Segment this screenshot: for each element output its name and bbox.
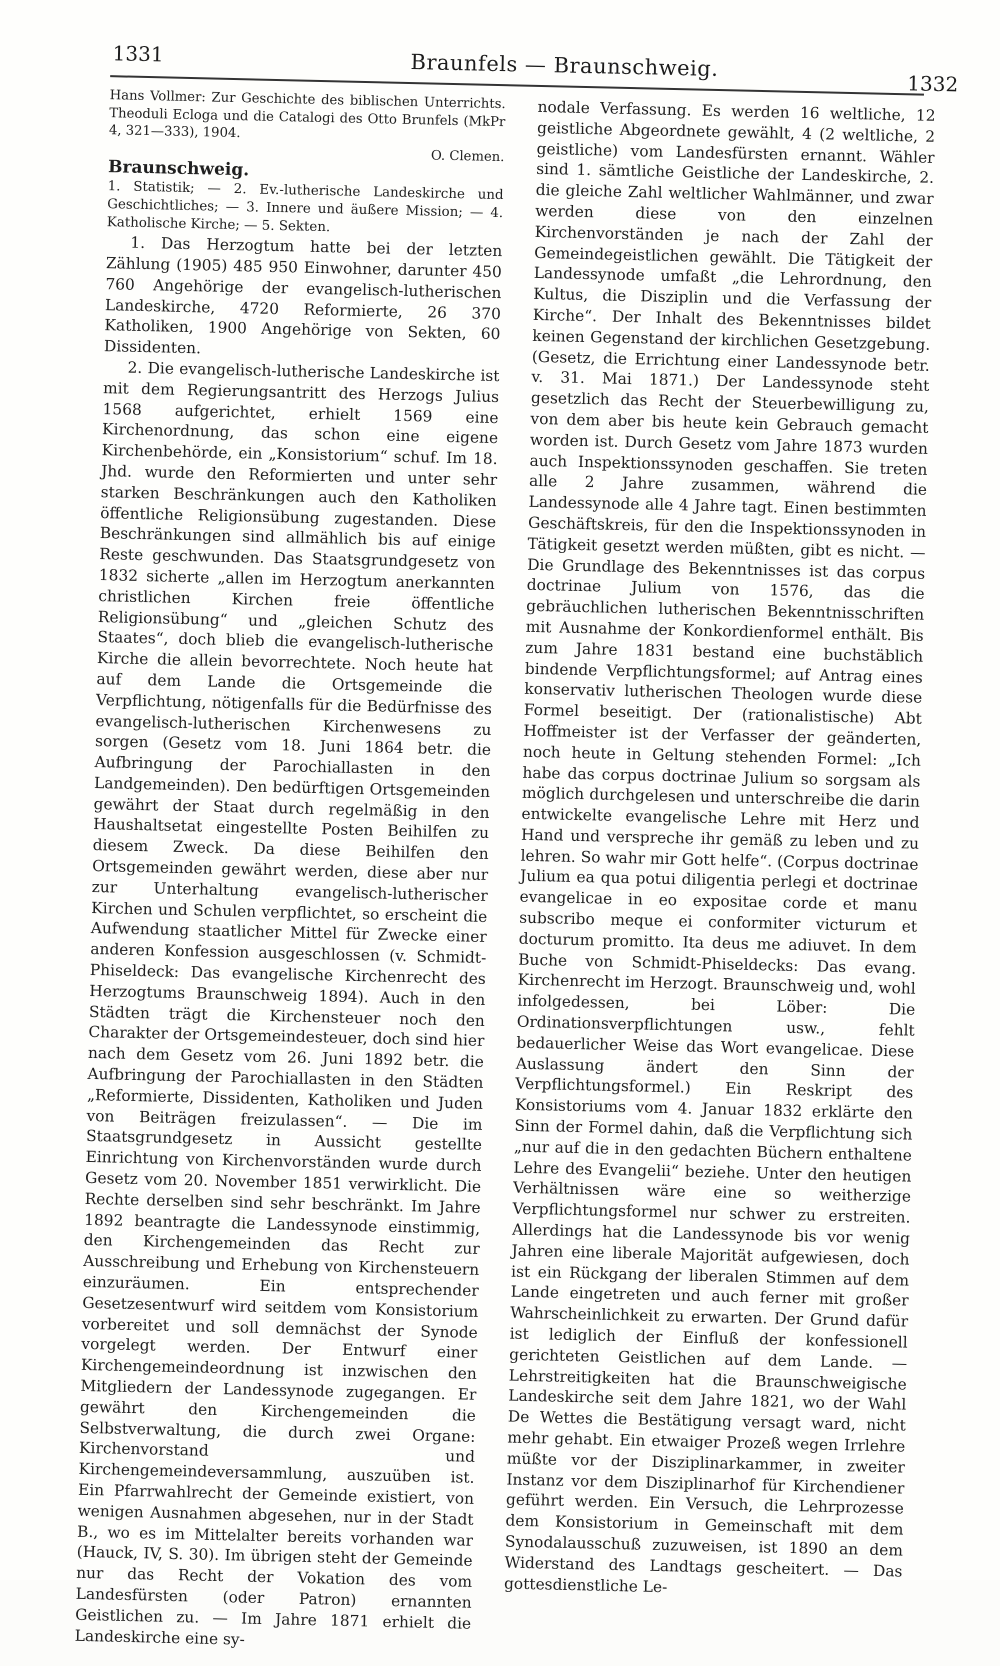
author-signature: O. Clemen. [430, 148, 505, 165]
right-column [504, 97, 936, 1603]
paragraph-statistics: 1. Das Herzogtum hatte bei der letzten Zählung (1905) 485 950 Einwohner, darunter 450 760 Angehörige der evangelisch-lutherischen Landeskirche, 4720 Reformierte, 26 370 Katholiken, 1900 Angehörige von Sekten, 60 Dissidenten. [103, 233, 503, 358]
running-title: Braunfels — Braunschweig. [410, 49, 719, 81]
bibliography-entry: Hans Vollmer: Zur Geschichte des biblischen Unterrichts. Theoduli Ecloga und die Catalogi des Otto Brunfels (MkPr 4, 321—333), 1904. [108, 88, 506, 142]
paragraph-continued: nodale Verfassung. Es werden 16 weltliche, 12 geistliche Abgeordnete gewählt, 4 (2 weltliche, 2 geistliche) vom Landesfürsten ernannt. Wähler sind 1. sämtliche Geistliche der Landeskirche, 2. die gleiche Zahl weltlicher Wahlmänner, und zwar werden diese von den einzelnen Kirchenvorständen je nach der Zahl der Gemeindegeistlichen gewählt. Die Tätigkeit der Landessynode umfaßt „die Lehrordnung, den Kultus, die Disziplin und die Verfassung der Kirche“. Der Inhalt des Bekenntnisses bildet keinen Gegenstand der kirchlichen Gesetzgebung. (Gesetz, die Errichtung einer Landessynode betr. v. 31. Mai 1871.) Der Landessynode steht gesetzlich das Recht der Steuerbewilligung zu, von dem aber bis heute kein Gebrauch gemacht worden ist. Durch Gesetz vom Jahre 1873 wurden auch Inspektionssynoden geschaffen. Sie treten alle 2 Jahre zusammen, während die Landessynode alle 4 Jahre tagt. Einen bestimmten Geschäftskreis, für den die Inspektionssynoden in Tätigkeit gesetzt werden müßten, gibt es nicht. — Die Grundlage des Bekenntnisses ist das corpus doctrinae Julium von 1576, das die gebräuchlichen lutherischen Bekenntnisschriften mit Ausnahme der Konkordienformel enthält. Bis zum Jahre 1831 bestand eine buchstäblich bindende Verpflichtungsformel; auf Antrag eines konservativ lutherischen Theologen wurde diese Formel beseitigt. Der (rationalistische) Abt Hoffmeister ist der Verfasser der geänderten, noch heute in Geltung stehenden Formel: „Ich habe das corpus doctrinae Julium so sorgsam als möglich durchgelesen und unterschreibe die darin entwickelte evangelische Lehre mit Herz und Hand und verspreche ihr gemäß zu leben und zu lehren. So wahr mir Gott helfe“. (Corpus doctrinae Julium ea qua potui diligentia perlegi et doctrinae evangelicae in eo expositae corde et manu subscribo meque ei conformiter victurum et docturum promitto. Ita deus me adiuvet. In dem Buche von Schmidt-Phiseldecks: Das evang. Kirchenrecht im Herzogt. Braunschweig und, wohl infolgedessen, bei Löber: Die Ordinationsverpflichtungen usw., fehlt bedauerlicher Weise das Wort evangelicae. Diese Auslassung ändert den Sinn der Verpflichtungsformel.) Ein Reskript des Konsistoriums vom 4. Januar 1832 erklärte den Sinn der Formel dahin, daß die Verpflichtung sich „nur auf die in den gedachten Büchern enthaltene Lehre des Evangelii“ beziehe. Unter den heutigen Verhältnissen wäre eine so weitherzige Verpflichtungsformel nur schwer zu erstreiten. Allerdings hat die Landessynode bis vor wenig Jahren eine liberale Majorität aufgewiesen, doch ist ein Rückgang der liberalen Stimmen auf dem Lande eingetreten und auch ferner mit großer Wahrscheinlichkeit zu erwarten. Der Grund dafür ist lediglich der Einfluß der konfessionell gerichteten Geistlichen auf dem Lande. — Lehrstreitigkeiten hat die Braunschweigische Landeskirche seit dem Jahre 1821, wo der Wahl De Wettes die Bestätigung versagt ward, nicht mehr gehabt. Ein etwaiger Prozeß wegen Irrlehre müßte vor der Disziplinarkammer, in zweiter Instanz vor dem Disziplinarhof für Kirchendiener geführt werden. Ein Versuch, die Lehrprozesse dem Konsistorium in Gemeinschaft mit dem Synodalausschuß zuzuweisen, ist 1890 an dem Widerstand des Landtags gescheitert. — Das gottesdienstliche Le- [503, 97, 936, 1596]
page-number-right: 1332 [907, 71, 959, 97]
page-number-left: 1331 [112, 41, 164, 67]
article-contents: 1. Statistik; — 2. Ev.-lutherische Landeskirche und Geschichtliches; — 3. Innere und äußere Mission; — 4. Katholische Kirche; — 5. Sekten. [106, 179, 504, 236]
paragraph-landeskirche: 2. Die evangelisch-lutherische Landeskirche ist mit dem Regierungsantritt des Herzogs Julius 1568 aufgerichtet, erhielt 1569 eine Kirchenordnung, das schon eine eigene Kirchenbehörde, ein „Konsistorium“ schuf. Im 18. Jhd. wurde den Reformierten und unter sehr starken Beschränkungen auch den Katholiken öffentliche Religionsübung zugestanden. Diese Beschränkungen sind allmählich bis auf einige Reste geschwunden. Das Staatsgrundgesetz von 1832 sicherte „allen im Herzogtum anerkannten christlichen Kirchen freie öffentliche Religionsübung“ und „gleichen Schutz des Staates“, doch blieb die evangelisch-lutherische Kirche die allein bevorrechtete. Noch heute hat auf dem Lande die Ortsgemeinde die Verpflichtung, nötigenfalls für die Bedürfnisse des evangelisch-lutherischen Kirchenwesens zu sorgen (Gesetz vom 18. Juni 1864 betr. die Aufbringung der Parochiallasten in den Landgemeinden). Den bedürftigen Ortsgemeinden gewährt der Staat durch regelmäßig in den Haushaltsetat eingestellte Posten Beihilfen zu diesem Zweck. Da diese Beihilfen den Ortsgemeinden gewährt werden, diese aber nur zur Unterhaltung evangelisch-lutherischer Kirchen und Schulen verpflichtet, so erscheint die Aufwendung staatlicher Mittel für Zwecke einer anderen Konfession ausgeschlossen (v. Schmidt-Phiseldeck: Das evangelische Kirchenrecht des Herzogtums Braunschweig 1894). Auch in den Städten trägt die Kirchensteuer noch den Charakter der Ortsgemeindesteuer, doch sind hier nach dem Gesetz vom 26. Juni 1892 betr. die Aufbringung der Parochiallasten in den Städten „Reformierte, Dissidenten, Katholiken und Juden von Beiträgen freizulassen“. — Die im Staatsgrundgesetz in Aussicht gestellte Einrichtung von Kirchenvorständen wurde durch Gesetz vom 20. November 1851 verwirklicht. Die Rechte derselben sind sehr beschränkt. Im Jahre 1892 beantragte die Landessynode einstimmig, den Kirchengemeinden das Recht zur Ausschreibung und Erhebung von Kirchensteuern einzuräumen. Ein entsprechender Gesetzesentwurf wird seitdem vom Konsistorium vorbereitet und soll demnächst der Synode vorgelegt werden. Der Entwurf einer Kirchengemeindeordnung ist inzwischen den Mitgliedern der Landessynode zugegangen. Er gewährt den Kirchengemeinden die Selbstverwaltung, die durch zwei Organe: Kirchenvorstand und Kirchengemeindeversammlung, auszuüben ist. Ein Pfarrwahlrecht der Gemeinde existiert, von wenigen Ausnahmen abgesehen, nur in der Stadt B., wo es im Mittelalter bereits vorhanden war (Hauck, IV, S. 30). Im übrigen steht der Gemeinde nur das Recht der Vokation des vom Landesfürsten (oder Patron) ernannten Geistlichen zu. — Im Jahre 1871 erhielt die Landeskirche eine sy- [74, 358, 500, 1649]
page-header [110, 31, 959, 97]
left-column [75, 87, 506, 1655]
article-title: Braunschweig. [107, 157, 250, 181]
